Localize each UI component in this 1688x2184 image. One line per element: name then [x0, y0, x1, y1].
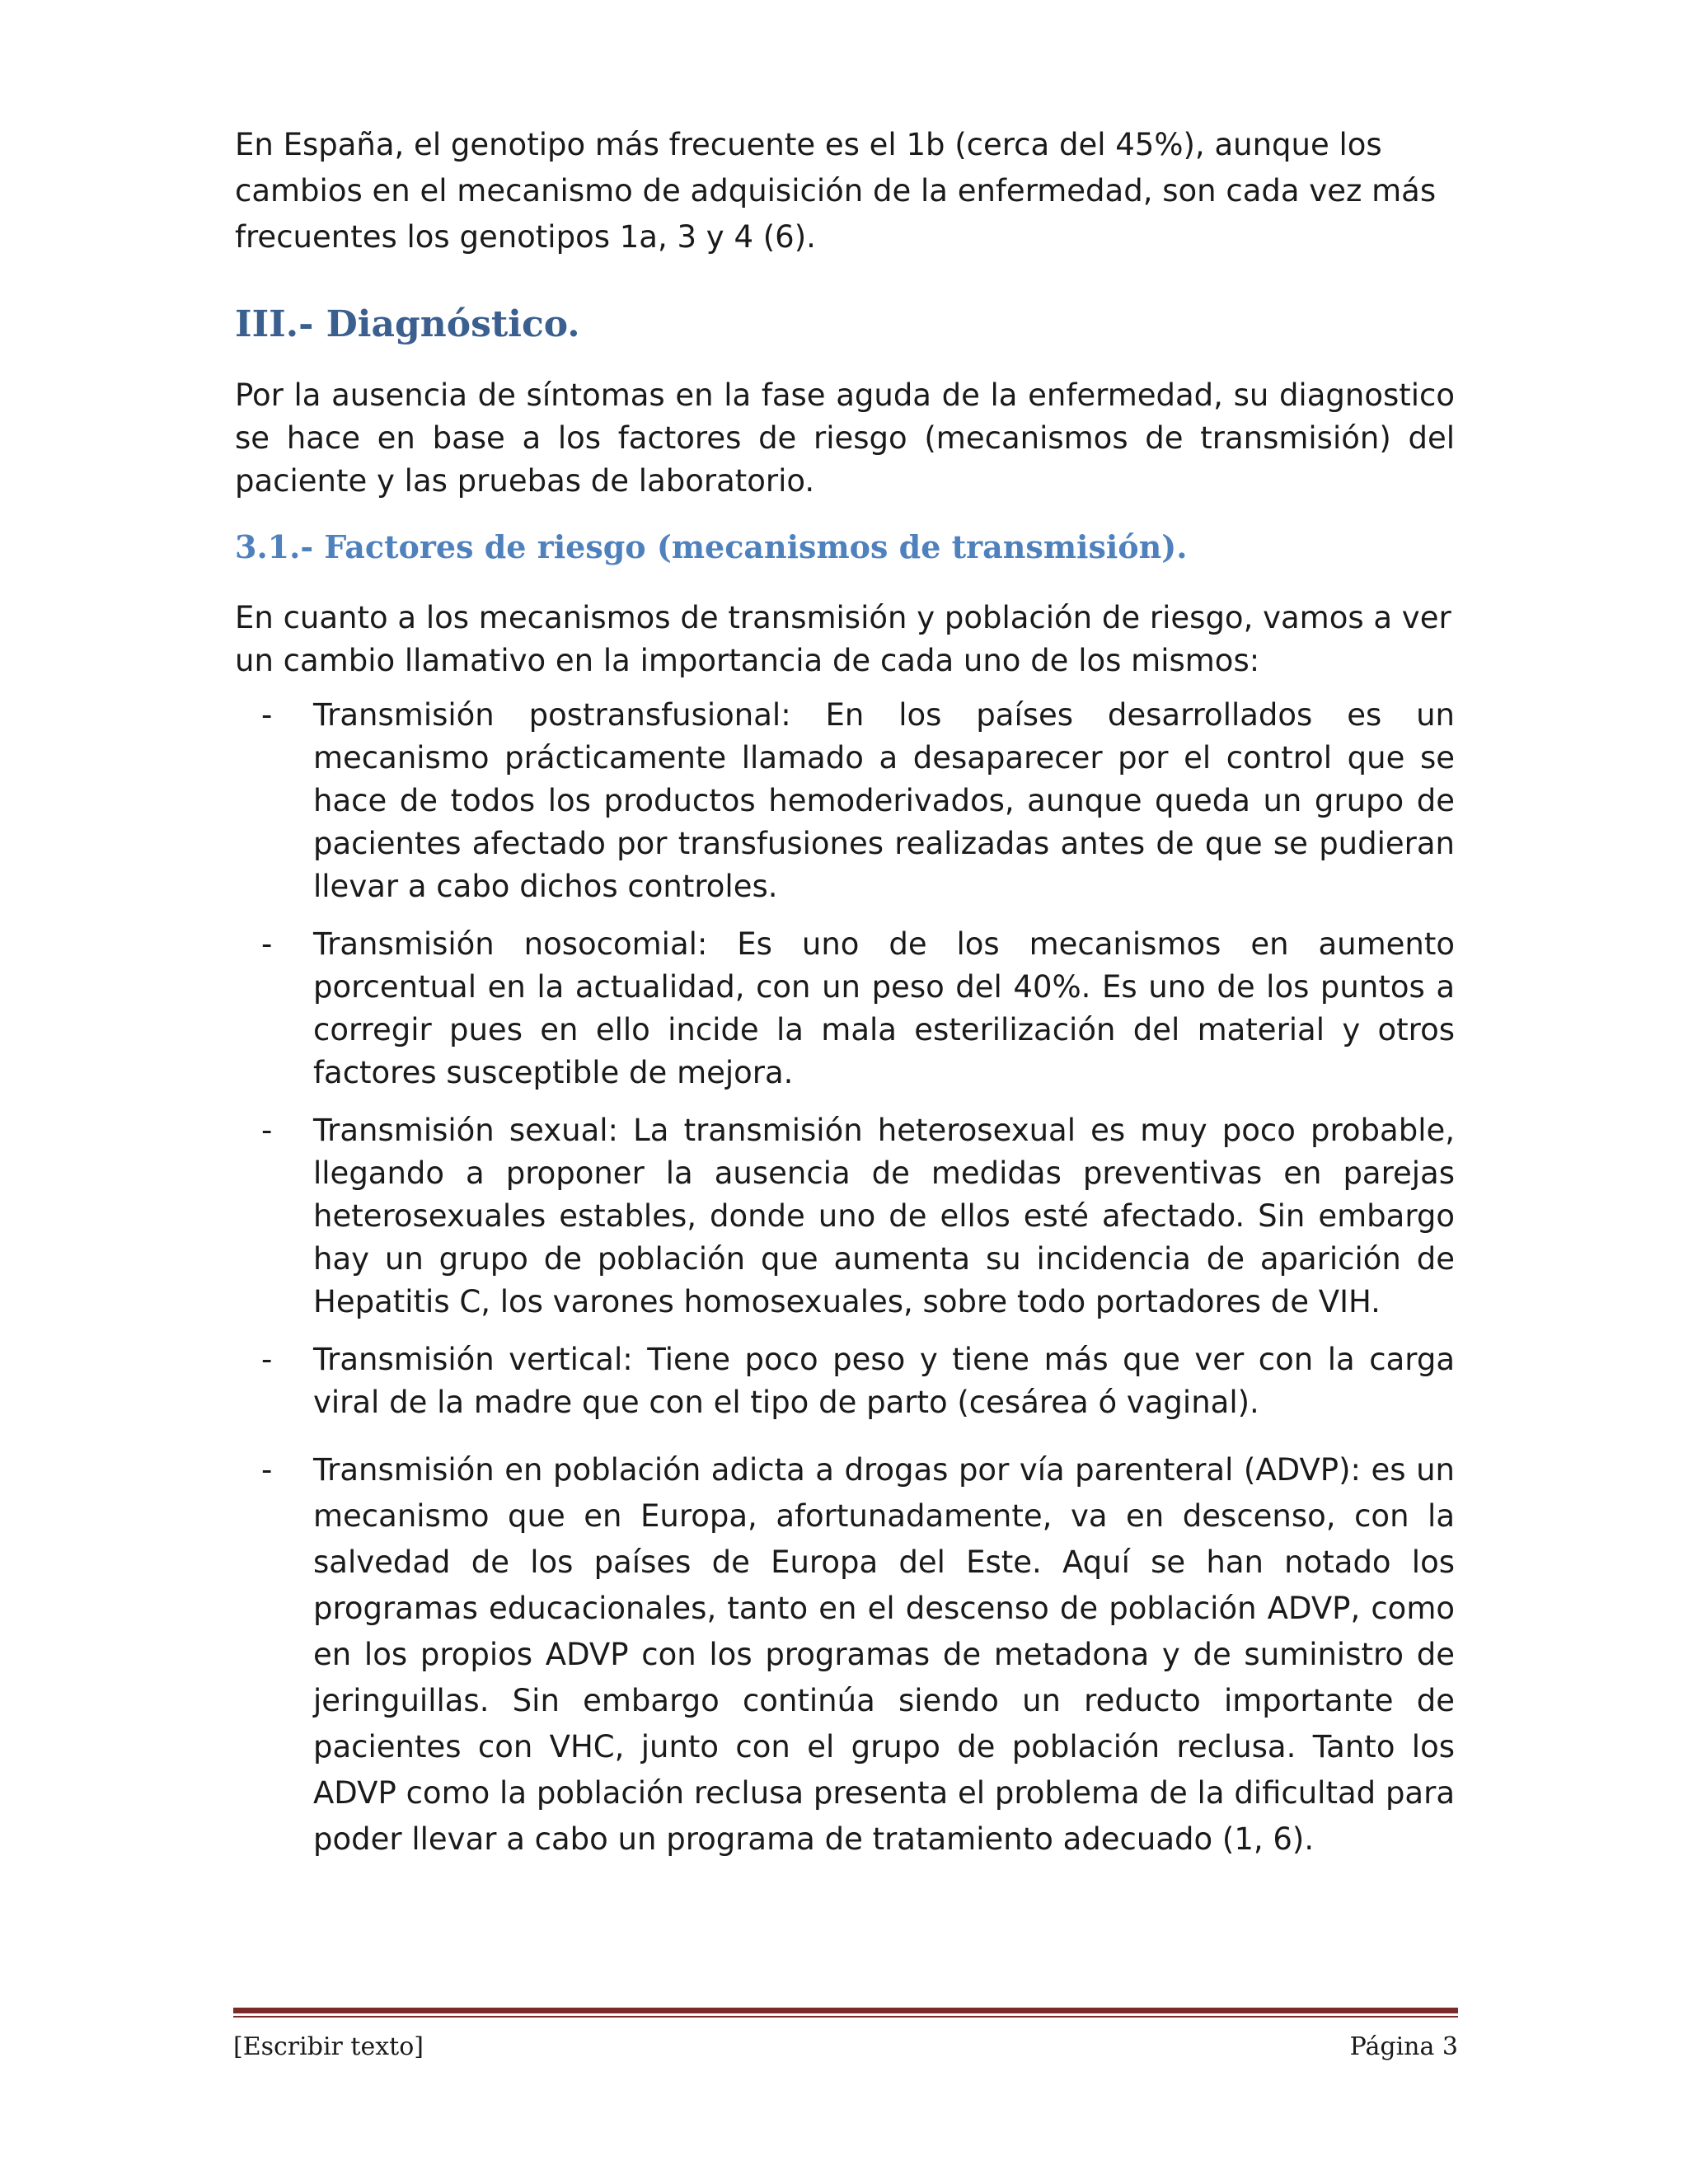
list-item-text: Transmisión en población adicta a drogas por vía parenteral (ADVP): es un mecanismo que en Europa, afortunadamente, va en descenso, con la salvedad de los países de Europa del Este. Aquí se han notado los programas educacionales, tanto en el descenso de población ADVP, como en los propios ADVP con los programas de metadona y de suministro de jeringuillas. Sin embargo continúa siendo un reducto importante de pacientes con VHC, junto con el grupo de población reclusa. Tanto los ADVP como la población reclusa presenta el problema de la dificultad para poder llevar a cabo un programa de tratamiento adecuado (1, 6).	[313, 1451, 1455, 1857]
list-item	[235, 1447, 1455, 1863]
list-item-text: Transmisión postransfusional: En los países desarrollados es un mecanismo prácticamente llamado a desaparecer por el control que se hace de todos los productos hemoderivados, aunque queda un grupo de pacientes afectado por transfusiones realizadas antes de que se pudieran llevar a cabo dichos controles.	[313, 696, 1455, 904]
footer-rule-thin	[233, 2016, 1458, 2018]
footer-row	[233, 2032, 1458, 2061]
subsection-heading: 3.1.- Factores de riesgo (mecanismos de transmisión).	[235, 528, 1188, 565]
section-heading: III.- Diagnóstico.	[235, 303, 580, 345]
footer-rule-thick	[233, 2008, 1458, 2013]
intro-paragraph: En España, el genotipo más frecuente es el 1b (cerca del 45%), aunque los cambios en el mecanismo de adquisición de la enfermedad, son cada vez más frecuentes los genotipos 1a, 3 y 4 (6).	[235, 127, 1437, 255]
list-item	[235, 1338, 1455, 1424]
subsection-paragraph: En cuanto a los mecanismos de transmisión y población de riesgo, vamos a ver un cambio llamativo en la importancia de cada uno de los mismos:	[235, 599, 1451, 678]
section-paragraph: Por la ausencia de síntomas en la fase aguda de la enfermedad, su diagnostico se hace en base a los factores de riesgo (mecanismos de transmisión) del paciente y las pruebas de laboratorio.	[235, 377, 1455, 499]
bullet-dash: -	[261, 696, 273, 733]
list-item	[235, 694, 1455, 908]
page-footer	[233, 2008, 1458, 2061]
list-item-text: Transmisión sexual: La transmisión heterosexual es muy poco probable, llegando a proponer la ausencia de medidas preventivas en parejas heterosexuales estables, donde uno de ellos esté afectado. Sin embargo hay un grupo de población que aumenta su incidencia de aparición de Hepatitis C, los varones homosexuales, sobre todo portadores de VIH.	[313, 1112, 1455, 1319]
bullet-dash: -	[261, 1451, 273, 1488]
transmission-list	[235, 694, 1455, 1863]
page-number: Página 3	[1349, 2032, 1458, 2061]
list-item-text: Transmisión nosocomial: Es uno de los mecanismos en aumento porcentual en la actualidad, con un peso del 40%. Es uno de los puntos a corregir pues en ello incide la mala esterilización del material y otros factores susceptible de mejora.	[313, 926, 1455, 1090]
list-item-text: Transmisión vertical: Tiene poco peso y tiene más que ver con la carga viral de la madre que con el tipo de parto (cesárea ó vaginal).	[313, 1341, 1455, 1420]
bullet-dash: -	[261, 926, 273, 962]
bullet-dash: -	[261, 1341, 273, 1377]
list-item	[235, 923, 1455, 1094]
list-item	[235, 1109, 1455, 1324]
bullet-dash: -	[261, 1112, 273, 1148]
page-body	[235, 122, 1455, 1877]
footer-placeholder-text[interactable]: [Escribir texto]	[233, 2032, 424, 2061]
